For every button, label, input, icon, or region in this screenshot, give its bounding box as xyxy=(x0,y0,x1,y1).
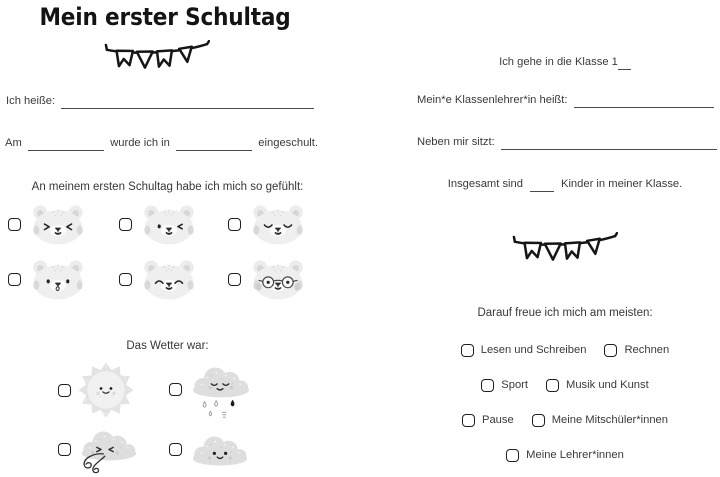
class-size-row xyxy=(400,177,720,192)
looking-forward-row-3 xyxy=(400,413,720,428)
feelings-heading: An meinem ersten Schultag habe ich mich so gefühlt: xyxy=(31,181,304,193)
class-size-blank[interactable] xyxy=(530,178,554,192)
music-art-checkbox[interactable] xyxy=(546,379,559,392)
feeling-option-content xyxy=(228,204,306,245)
bear-wink-face-icon xyxy=(141,204,197,245)
forward-option-break xyxy=(462,413,514,428)
forward-label: Meine Lehrer*innen xyxy=(526,449,624,461)
enrollment-suffix: eingeschult. xyxy=(258,137,319,149)
looking-forward-row-1 xyxy=(400,343,720,358)
forward-label: Meine Mitschüler*innen xyxy=(551,414,669,426)
forward-label: Musik und Kunst xyxy=(566,379,649,391)
wind-cloud-icon xyxy=(79,430,139,475)
math-checkbox[interactable] xyxy=(604,344,617,357)
sport-checkbox[interactable] xyxy=(481,379,494,392)
bear-happy-face-icon xyxy=(141,259,197,300)
bunting-banner-icon xyxy=(104,40,210,75)
forward-option-classmates xyxy=(532,413,668,428)
seatmate-blank-line[interactable] xyxy=(501,136,717,150)
bunting-banner-icon xyxy=(512,232,618,267)
looking-forward-row-4 xyxy=(400,448,720,463)
bear-squint-face-icon xyxy=(30,204,86,245)
forward-label: Rechnen xyxy=(624,344,670,356)
forward-option-music-art xyxy=(546,378,649,393)
forward-option-sport xyxy=(481,378,528,393)
enrollment-row xyxy=(5,136,318,151)
enrollment-prefix: Am xyxy=(5,137,22,149)
break-checkbox[interactable] xyxy=(462,414,475,427)
class-row xyxy=(400,55,720,70)
seatmate-label: Neben mir sitzt: xyxy=(417,136,495,148)
forward-option-reading-writing xyxy=(461,343,587,358)
rain-cloud-icon xyxy=(190,366,252,422)
class-size-prefix: Insgesamt sind xyxy=(447,178,523,190)
feeling-option-wink xyxy=(119,204,197,245)
seatmate-row xyxy=(417,135,717,150)
name-blank-line[interactable] xyxy=(61,95,314,109)
bear-glasses-face-icon xyxy=(250,259,306,300)
forward-label: Sport xyxy=(501,379,529,391)
feeling-content-checkbox[interactable] xyxy=(228,218,241,231)
enrollment-date-blank[interactable] xyxy=(28,137,104,151)
bear-content-face-icon xyxy=(250,204,306,245)
classmates-checkbox[interactable] xyxy=(532,414,545,427)
feeling-surprised-checkbox[interactable] xyxy=(8,273,21,286)
class-size-suffix: Kinder in meiner Klasse. xyxy=(560,178,683,190)
feeling-option-happy xyxy=(119,259,197,300)
feeling-option-surprised xyxy=(8,259,86,300)
weather-wind-checkbox[interactable] xyxy=(58,443,71,456)
weather-cloud-checkbox[interactable] xyxy=(169,443,182,456)
forward-label: Lesen und Schreiben xyxy=(480,344,587,356)
class-number-blank[interactable] xyxy=(618,56,631,70)
forward-label: Pause xyxy=(481,414,514,426)
teacher-blank-line[interactable] xyxy=(574,94,715,108)
teacher-label: Mein*e Klassenlehrer*in heißt: xyxy=(417,94,568,106)
bear-surprised-face-icon xyxy=(30,259,86,300)
weather-rain-checkbox[interactable] xyxy=(169,383,182,396)
feeling-glasses-checkbox[interactable] xyxy=(228,273,241,286)
feeling-happy-checkbox[interactable] xyxy=(119,273,132,286)
name-label: Ich heiße: xyxy=(6,95,56,107)
teacher-row xyxy=(417,93,714,108)
looking-forward-heading: Darauf freue ich mich am meisten: xyxy=(477,307,653,319)
smiling-sun-icon xyxy=(77,361,135,419)
enrollment-middle: wurde ich in xyxy=(110,137,170,149)
teachers-checkbox[interactable] xyxy=(506,449,519,462)
feeling-option-squint xyxy=(8,204,86,245)
enrollment-school-blank[interactable] xyxy=(176,137,252,151)
page-title: Mein erster Schultag xyxy=(39,3,291,31)
feeling-wink-checkbox[interactable] xyxy=(119,218,132,231)
class-text: Ich gehe in die Klasse 1 xyxy=(499,56,618,68)
weather-sun-checkbox[interactable] xyxy=(58,384,71,397)
forward-option-teachers xyxy=(506,448,624,463)
smiling-cloud-icon xyxy=(190,435,250,467)
feeling-squint-checkbox[interactable] xyxy=(8,218,21,231)
looking-forward-row-2 xyxy=(400,378,720,393)
reading-writing-checkbox[interactable] xyxy=(461,344,474,357)
name-row xyxy=(6,94,314,109)
weather-heading: Das Wetter war: xyxy=(126,340,209,352)
feeling-option-glasses xyxy=(228,259,306,300)
forward-option-math xyxy=(604,343,669,358)
